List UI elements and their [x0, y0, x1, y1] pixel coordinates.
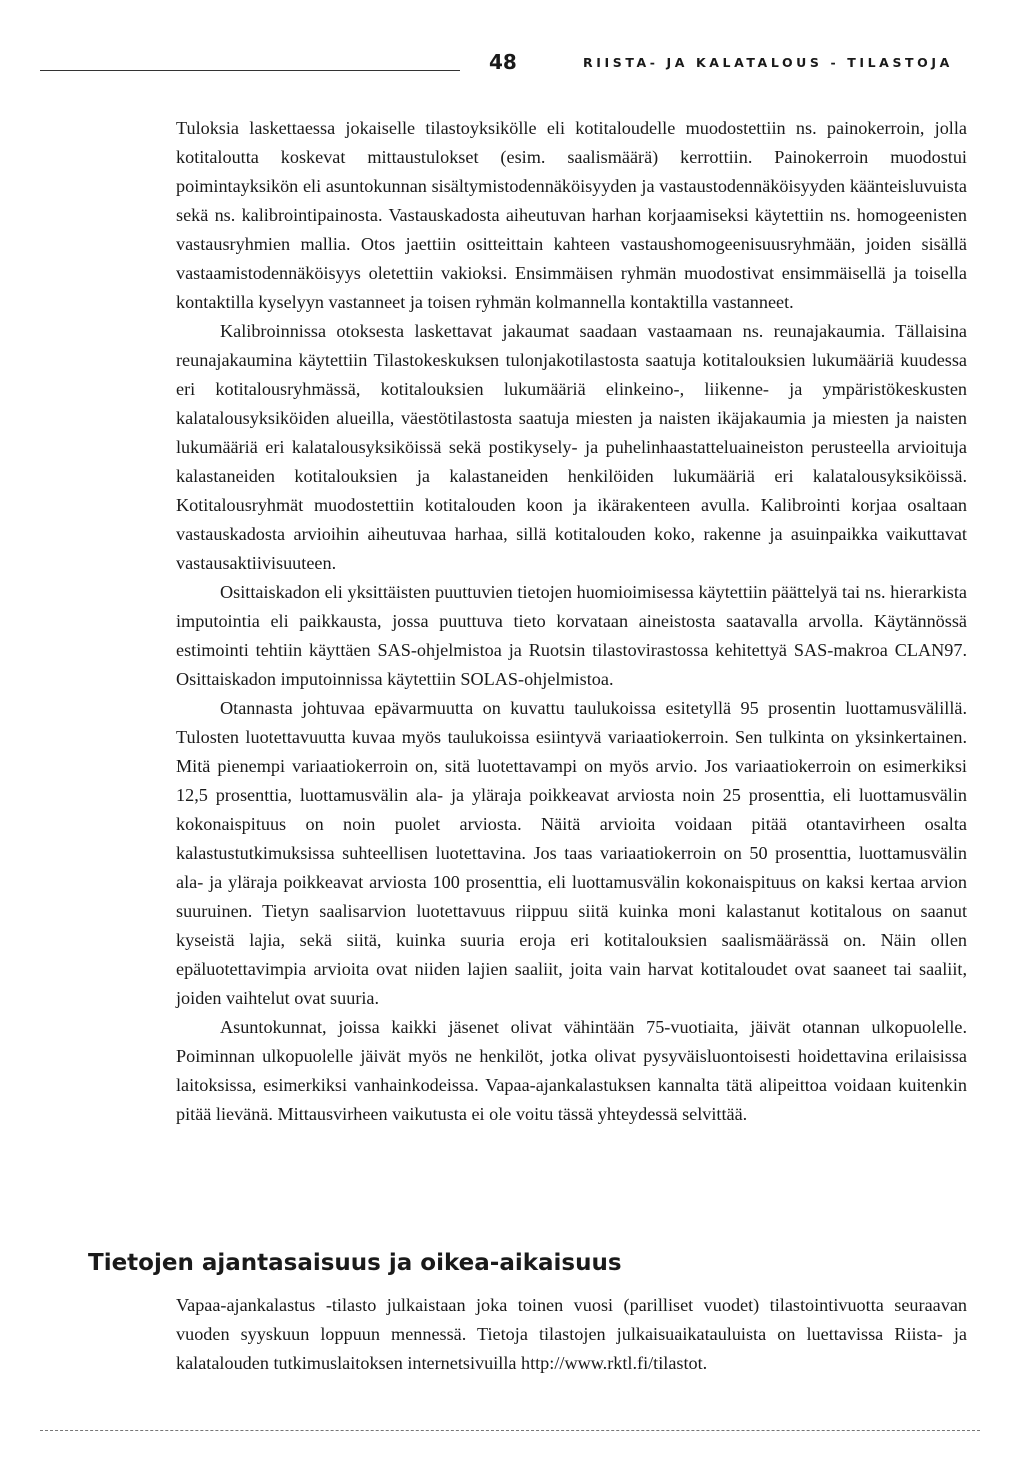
paragraph: Osittaiskadon eli yksittäisten puuttuvien tietojen huomioimisessa käytettiin päättelyä tai ns. hierarkista imputointia eli paikkausta, jossa puuttuva tieto korvataan aineistosta saatavalla arvolla. Käytännössä estimointi tehtiin käyttäen SAS-ohjelmistoa ja Ruotsin tilastovirastossa kehitettyä SAS-makroa CLAN97. Osittaiskadon imputoinnissa käytettiin SOLAS-ohjelmistoa. [176, 582, 967, 689]
paragraph: Otannasta johtuvaa epävarmuutta on kuvattu taulukoissa esitetyllä 95 prosentin luottamusvälillä. Tulosten luotettavuutta kuvaa myös taulukoissa esiintyvä variaatiokerroin. Sen tulkinta on yksinkertainen. Mitä pienempi variaatiokerroin on, sitä luotettavampi on myös arvio. Jos variaatiokerroin on esimerkiksi 12,5 prosenttia, luottamusvälin ala- ja yläraja poikkeavat arviosta noin 25 prosenttia, eli luottamusvälin kokonaispituus on noin puolet arviosta. Näitä arvioita voidaan pitää otantavirheen osalta kalastustutkimuksissa suhteellisen luotettavina. Jos taas variaatiokerroin on 50 prosenttia, luottamusvälin ala- ja yläraja poikkeavat arviosta 100 prosenttia, eli luottamusvälin kokonaispituus on kaksi kertaa arvion suuruinen. Tietyn saalisarvion luotettavuus riippuu siitä kuinka moni kalastanut kotitalous on saanut kyseistä lajia, sekä siitä, kuinka suuria eroja eri kotitalouksien saalismäärässä on. Näin ollen epäluotettavimpia arvioita ovat niiden lajien saaliit, joita vain harvat kotitaloudet ovat saaneet tai saaliit, joiden vaihtelut ovat suuria. [176, 698, 967, 1008]
page-number: 48 [489, 50, 517, 74]
paragraph: Tuloksia laskettaessa jokaiselle tilastoyksikölle eli kotitaloudelle muodostettiin ns. painokerroin, jolla kotitaloutta koskevat mittaustulokset (esim. saalismäärä) kerrottiin. Painokerroin muodostui poimintayksikön eli asuntokunnan sisältymistodennäköisyyden ja vastaustodennäköisyyden käänteisluvuista sekä ns. kalibrointipainosta. Vastauskadosta aiheutuvan harhan korjaamiseksi käytettiin ns. homogeenisten vastausryhmien mallia. Otos jaettiin ositteittain kahteen vastaushomogeenisuusryhmään, joiden sisällä vastaamistodennäköisyys oletettiin vakioksi. Ensimmäisen ryhmän muodostivat ensimmäisellä ja toisella kontaktilla kyselyyn vastanneet ja toisen ryhmän kolmannella kontaktilla vastanneet. [176, 118, 967, 312]
header-rule [40, 70, 460, 71]
footer-rule [40, 1430, 980, 1431]
section-heading: Tietojen ajantasaisuus ja oikea-aikaisuus [88, 1250, 622, 1276]
body-text [176, 114, 967, 1129]
section-paragraph: Vapaa-ajankalastus -tilasto julkaistaan joka toinen vuosi (parilliset vuodet) tilastointivuotta seuraavan vuoden syyskuun loppuun mennessä. Tietoja tilastojen julkaisuaikatauluista on luettavissa Riista- ja kalatalouden tutkimuslaitoksen internetsivuilla http://www.rktl.fi/tilastot. [176, 1295, 967, 1373]
paragraph: Asuntokunnat, joissa kaikki jäsenet olivat vähintään 75-vuotiaita, jäivät otannan ulkopuolelle. Poiminnan ulkopuolelle jäivät myös ne henkilöt, jotka olivat pysyväisluontoisesti hoidettavina erilaisissa laitoksissa, esimerkiksi vanhainkodeissa. Vapaa-ajankalastuksen kannalta tätä alipeittoa voidaan kuitenkin pitää lievänä. Mittausvirheen vaikutusta ei ole voitu tässä yhteydessä selvittää. [176, 1017, 967, 1124]
running-head: RIISTA- JA KALATALOUS - TILASTOJA [583, 55, 953, 70]
paragraph: Kalibroinnissa otoksesta laskettavat jakaumat saadaan vastaamaan ns. reunajakaumia. Tällaisina reunajakaumina käytettiin Tilastokeskuksen tulonjakotilastosta saatuja kotitalouksien lukumääriä kuudessa eri kotitalousryhmässä, kotitalouksien lukumääriä elinkeino-, liikenne- ja ympäristökeskusten kalatalousyksiköiden alueilla, väestötilastosta saatuja miesten ja naisten ikäjakaumia ja miesten ja naisten lukumääriä eri kalatalousyksiköissä sekä postikysely- ja puhelinhaastatteluaineiston perusteella arvioituja kalastaneiden kotitalouksien ja kalastaneiden henkilöiden lukumääriä eri kalatalousyksiköissä. Kotitalousryhmät muodostettiin kotitalouden koon ja ikärakenteen avulla. Kalibrointi korjaa osaltaan vastauskadosta arvioihin aiheutuvaa harhaa, sillä kotitalouden koko, rakenne ja asuinpaikka vaikuttavat vastausaktiivisuuteen. [176, 321, 967, 573]
section-text [176, 1291, 967, 1378]
